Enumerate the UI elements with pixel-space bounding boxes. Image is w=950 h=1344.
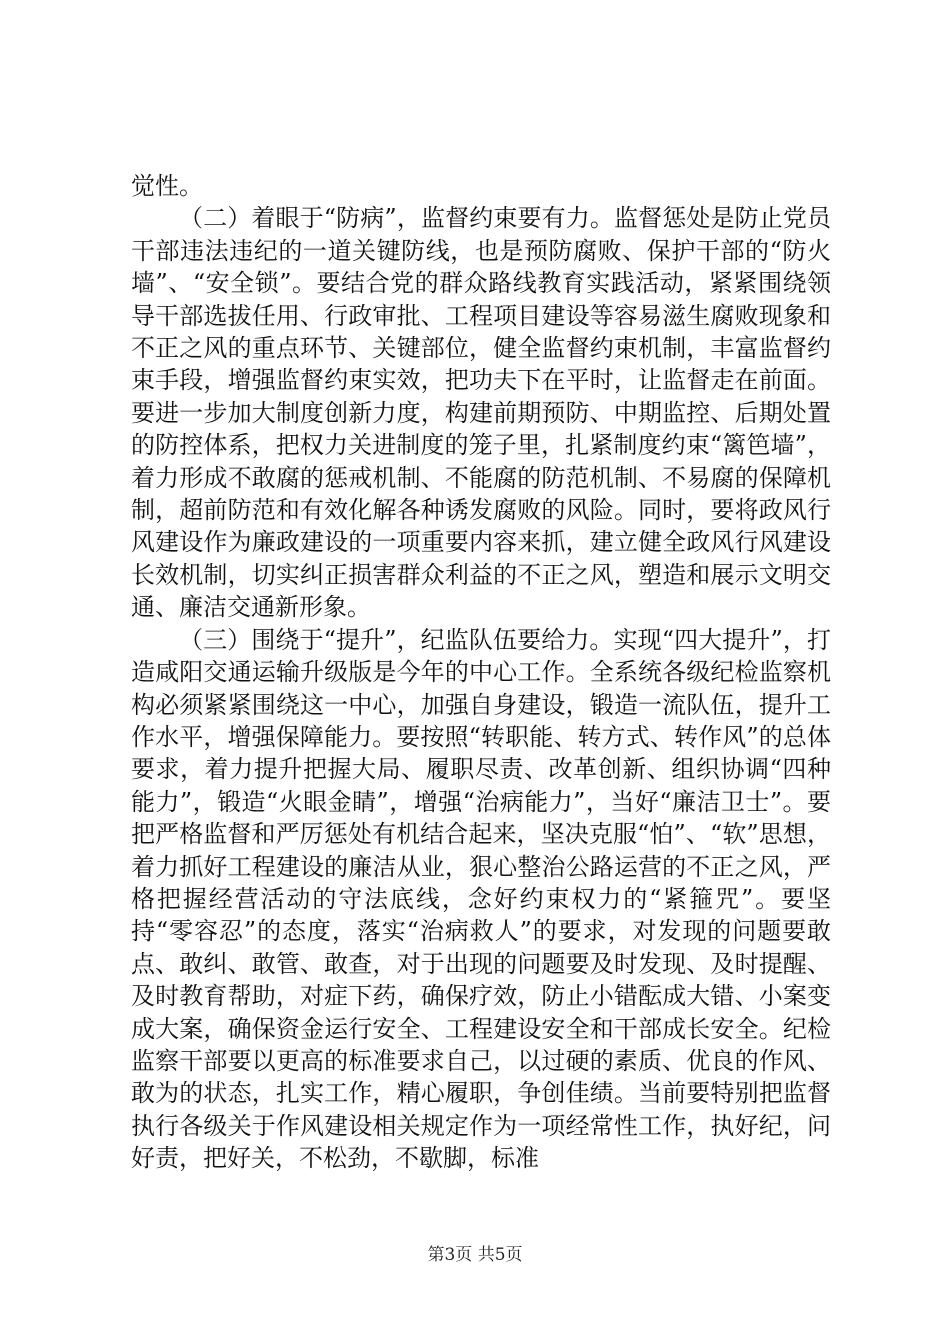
paragraph-continuation: 觉性。 — [131, 172, 203, 200]
document-body — [131, 170, 831, 1175]
paragraph-section-three: （三）围绕于“提升”，纪监队伍要给力。实现“四大提升”，打造咸阳交通运输升级版是今年的中心工作。全系统各级纪检监察机构必须紧紧围绕这一中心，加强自身建设，锻造一流队伍，提升工作水平，增强保障能力。要按照“转职能、转方式、转作风”的总体要求，着力提升把握大局、履职尽责、改革创新、组织协调“四种能力”，锻造“火眼金睛”，增强“治病能力”，当好“廉洁卫士”。要把严格监督和严厉惩处有机结合起来，坚决克服“怕”、“软”思想，着力抓好工程建设的廉洁从业，狠心整治公路运营的不正之风，严格把握经营活动的守法底线，念好约束权力的“紧箍咒”。要坚持“零容忍”的态度，落实“治病救人”的要求，对发现的问题要敢点、敢纠、敢管、敢查，对于出现的问题要及时发现、及时提醒、及时教育帮助，对症下药，确保疗效，防止小错酝成大错、小案变成大案，确保资金运行安全、工程建设安全和干部成长安全。纪检监察干部要以更高的标准要求自己，以过硬的素质、优良的作风、敢为的状态，扎实工作，精心履职，争创佳绩。当前要特别把监督执行各级关于作风建设相关规定作为一项经常性工作，执好纪，问好责，把好关，不松劲，不歇脚，标准 — [131, 625, 831, 1173]
paragraph-section-two: （二）着眼于“防病”，监督约束要有力。监督惩处是防止党员干部违法违纪的一道关键防线，也是预防腐败、保护干部的“防火墙”、“安全锁”。要结合党的群众路线教育实践活动，紧紧围绕领导干部选拔任用、行政审批、工程项目建设等容易滋生腐败现象和不正之风的重点环节、关键部位，健全监督约束机制，丰富监督约束手段，增强监督约束实效，把功夫下在平时，让监督走在前面。要进一步加大制度创新力度，构建前期预防、中期监控、后期处置的防控体系，把权力关进制度的笼子里，扎紧制度约束“篱笆墙”，着力形成不敢腐的惩戒机制、不能腐的防范机制、不易腐的保障机制，超前防范和有效化解各种诱发腐败的风险。同时，要将政风行风建设作为廉政建设的一项重要内容来抓，建立健全政风行风建设长效机制，切实纠正损害群众利益的不正之风，塑造和展示文明交通、廉洁交通新形象。 — [131, 204, 831, 622]
page-number-footer: 第3页 共5页 — [427, 1245, 523, 1265]
